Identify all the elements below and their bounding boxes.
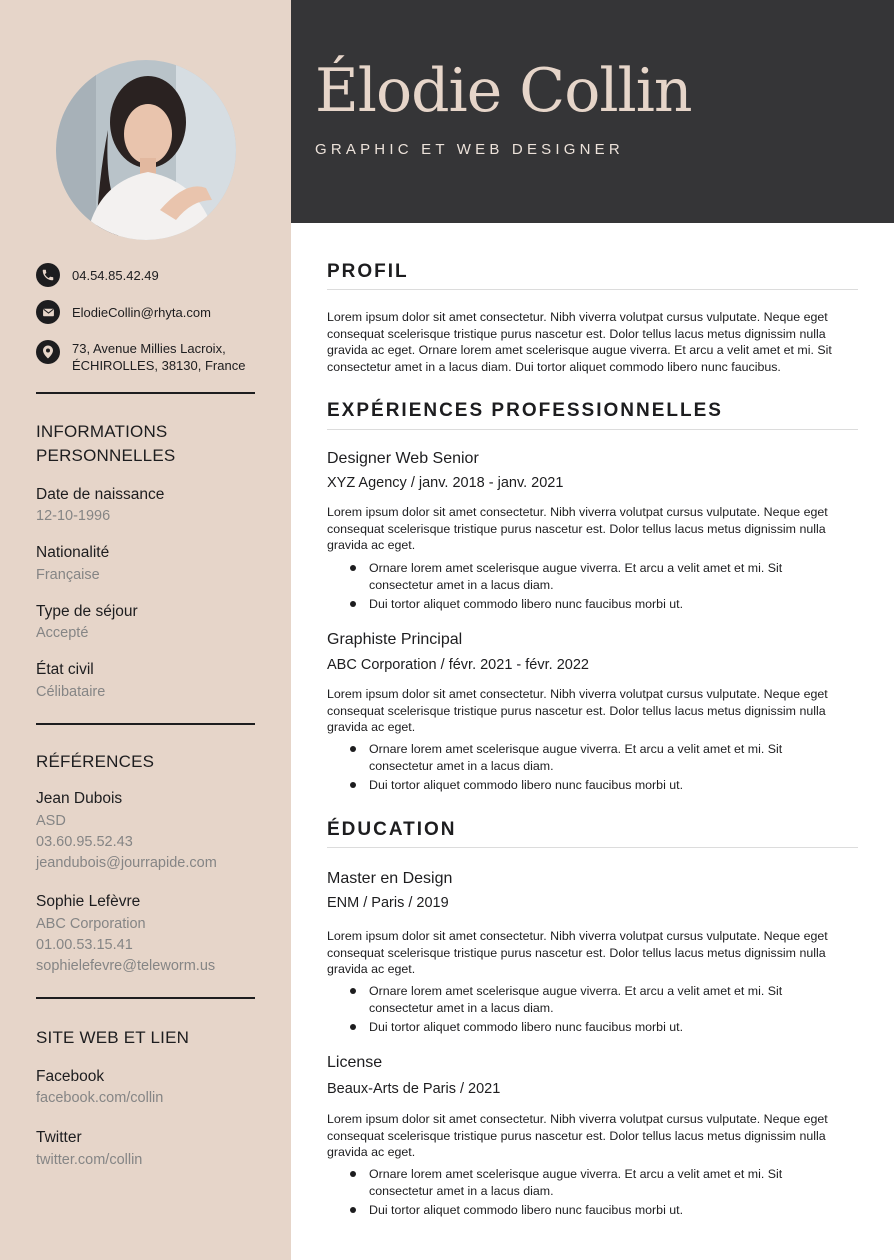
reference-email[interactable]: jeandubois@jourrapide.com (36, 855, 217, 871)
degree-description: Lorem ipsum dolor sit amet consectetur. Nibh viverra volutpat cursus vulputate. Neque eget consequat scelerisque tristique purus nascetur est. Dolor tellus lacus metus dignissim nulla gravida ac eget. (327, 1112, 828, 1160)
references-heading: RÉFÉRENCES (36, 752, 155, 771)
job-description: Lorem ipsum dolor sit amet consectetur. Nibh viverra volutpat cursus vulputate. Neque eget consequat scelerisque tristique purus nascetur est. Dolor tellus lacus metus dignissim nulla gravida ac eget. (327, 687, 828, 735)
list-item: Dui tortor aliquet commodo libero nunc faucibus morbi ut. (341, 777, 841, 794)
degree-title: License (327, 1054, 383, 1071)
phone-icon (36, 263, 60, 287)
degree-bullets (341, 1166, 841, 1221)
header-banner (291, 0, 894, 223)
twitter-label: Twitter (36, 1129, 82, 1146)
birthdate-label: Date de naissance (36, 486, 165, 503)
facebook-link[interactable]: facebook.com/collin (36, 1090, 164, 1106)
job-role: Designer Web Senior (327, 450, 479, 467)
contact-email (36, 300, 266, 324)
section-divider (327, 289, 858, 290)
list-item: Ornare lorem amet scelerisque augue viverra. Et arcu a velit amet et mi. Sit consectetur amet in a lacus diam. (341, 560, 841, 593)
twitter-link[interactable]: twitter.com/collin (36, 1152, 143, 1168)
list-item: Dui tortor aliquet commodo libero nunc faucibus morbi ut. (341, 1202, 841, 1219)
profile-heading: PROFIL (327, 261, 409, 282)
email-address: ElodieCollin@rhyta.com (72, 305, 211, 320)
residence-type-label: Type de séjour (36, 603, 138, 620)
personal-info-heading (36, 420, 266, 468)
address-line-1: 73, Avenue Millies Lacroix, (72, 341, 226, 356)
job-bullets (341, 560, 841, 615)
section-divider (327, 429, 858, 430)
job-title: GRAPHIC ET WEB DESIGNER (315, 141, 624, 158)
reference-company: ABC Corporation (36, 916, 146, 932)
candidate-name: Élodie Collin (315, 56, 692, 126)
reference-company: ASD (36, 813, 66, 829)
birthdate-value: 12-10-1996 (36, 508, 111, 524)
personal-info-heading-line-2: PERSONNELLES (36, 446, 176, 465)
address-text (72, 340, 245, 374)
job-role: Graphiste Principal (327, 631, 463, 648)
degree-school-year: Beaux-Arts de Paris / 2021 (327, 1081, 501, 1097)
nationality-label: Nationalité (36, 544, 110, 561)
marital-status-value: Célibataire (36, 684, 106, 700)
phone-number: 04.54.85.42.49 (72, 268, 159, 283)
reference-email[interactable]: sophielefevre@teleworm.us (36, 958, 216, 974)
marital-status-label: État civil (36, 661, 94, 678)
email-icon (36, 300, 60, 324)
facebook-label: Facebook (36, 1068, 105, 1085)
reference-name: Sophie Lefèvre (36, 893, 141, 910)
personal-info-heading-line-1: INFORMATIONS (36, 422, 168, 441)
sidebar (0, 0, 291, 1260)
nationality-value: Française (36, 567, 100, 583)
divider (36, 997, 255, 999)
list-item: Dui tortor aliquet commodo libero nunc faucibus morbi ut. (341, 596, 841, 613)
experience-heading: EXPÉRIENCES PROFESSIONNELLES (327, 400, 723, 421)
degree-bullets (341, 983, 841, 1038)
profile-text: Lorem ipsum dolor sit amet consectetur. Nibh viverra volutpat cursus vulputate. Neque eget consequat scelerisque tristique purus nascetur est. Dolor tellus lacus metus dignissim nulla gravida ac eget. Ornare lorem amet scelerisque augue viverra. Et arcu a velit amet et mi. Sit consectetur amet in a lacus diam. Dui tortor aliquet commodo libero nunc faucibus. (327, 310, 832, 375)
links-heading: SITE WEB ET LIEN (36, 1028, 190, 1047)
list-item: Ornare lorem amet scelerisque augue viverra. Et arcu a velit amet et mi. Sit consectetur amet in a lacus diam. (341, 1166, 841, 1199)
list-item: Ornare lorem amet scelerisque augue viverra. Et arcu a velit amet et mi. Sit consectetur amet in a lacus diam. (341, 983, 841, 1016)
contact-address (36, 340, 266, 374)
degree-school-year: ENM / Paris / 2019 (327, 895, 449, 911)
location-pin-icon (36, 340, 60, 364)
degree-description: Lorem ipsum dolor sit amet consectetur. Nibh viverra volutpat cursus vulputate. Neque eget consequat scelerisque tristique purus nascetur est. Dolor tellus lacus metus dignissim nulla gravida ac eget. (327, 929, 828, 977)
job-company-dates: ABC Corporation / févr. 2021 - févr. 2022 (327, 657, 589, 673)
reference-phone: 03.60.95.52.43 (36, 834, 133, 850)
reference-name: Jean Dubois (36, 790, 123, 807)
contact-phone (36, 263, 266, 287)
job-description: Lorem ipsum dolor sit amet consectetur. Nibh viverra volutpat cursus vulputate. Neque eget consequat scelerisque tristique purus nascetur est. Dolor tellus lacus metus dignissim nulla gravida ac eget. (327, 505, 828, 553)
residence-type-value: Accepté (36, 625, 89, 641)
job-company-dates: XYZ Agency / janv. 2018 - janv. 2021 (327, 475, 564, 491)
education-heading: ÉDUCATION (327, 819, 457, 840)
profile-photo (56, 60, 236, 240)
list-item: Ornare lorem amet scelerisque augue viverra. Et arcu a velit amet et mi. Sit consectetur amet in a lacus diam. (341, 741, 841, 774)
reference-phone: 01.00.53.15.41 (36, 937, 133, 953)
section-divider (327, 847, 858, 848)
divider (36, 723, 255, 725)
address-line-2: ÉCHIROLLES, 38130, France (72, 358, 246, 373)
job-bullets (341, 741, 841, 796)
divider (36, 392, 255, 394)
degree-title: Master en Design (327, 870, 453, 887)
list-item: Dui tortor aliquet commodo libero nunc faucibus morbi ut. (341, 1019, 841, 1036)
